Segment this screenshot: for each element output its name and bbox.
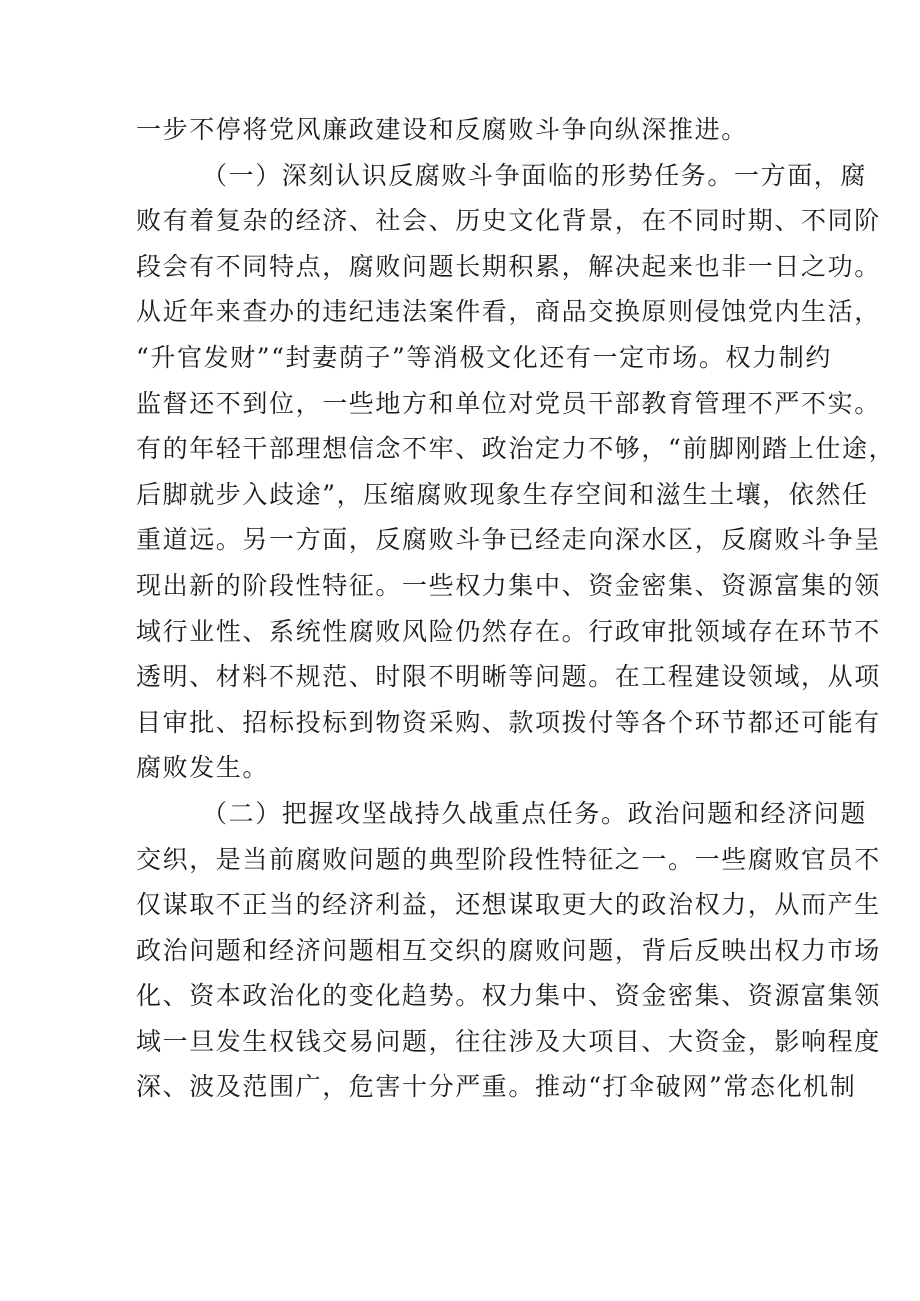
text-line: 从近年来查办的违纪违法案件看，商品交换原则侵蚀党内生活， <box>136 297 881 327</box>
text-line: 有的年轻干部理想信念不牢、政治定力不够，“前脚刚踏上仕途， <box>136 434 896 464</box>
text-line: 仅谋取不正当的经济利益，还想谋取更大的政治权力，从而产生 <box>136 890 881 920</box>
paragraph-continuation <box>136 107 798 153</box>
text-line: 域行业性、系统性腐败风险仍然存在。行政审批领域存在环节不 <box>136 616 881 646</box>
text-line: 域一旦发生权钱交易问题，往往涉及大项目、大资金，影响程度 <box>136 1026 881 1056</box>
text-line: 透明、材料不规范、时限不明晰等问题。在工程建设领域，从项 <box>136 662 881 692</box>
text-line: （一）深刻认识反腐败斗争面临的形势任务。一方面，腐 <box>202 160 868 190</box>
text-line: 深、波及范围广，危害十分严重。推动“打伞破网”常态化机制 <box>136 1072 857 1102</box>
text-line: 交织，是当前腐败问题的典型阶段性特征之一。一些腐败官员不 <box>136 844 881 874</box>
text-line: （二）把握攻坚战持久战重点任务。政治问题和经济问题 <box>202 798 868 828</box>
text-line: 现出新的阶段性特征。一些权力集中、资金密集、资源富集的领 <box>136 570 881 600</box>
text-line: 后脚就步入歧途”，压缩腐败现象生存空间和滋生土壤，依然任 <box>136 479 869 509</box>
text-line: 败有着复杂的经济、社会、历史文化背景，在不同时期、不同阶 <box>136 206 881 236</box>
text-line: 段会有不同特点，腐败问题长期积累，解决起来也非一日之功。 <box>136 251 881 281</box>
text-line: 政治问题和经济问题相互交织的腐败问题，背后反映出权力市场 <box>136 935 881 965</box>
text-line: 监督还不到位，一些地方和单位对党员干部教育管理不严不实。 <box>136 388 881 418</box>
document-body <box>136 107 896 1110</box>
text-line: 腐败发生。 <box>136 753 270 783</box>
text-line: “升官发财”“封妻荫子”等消极文化还有一定市场。权力制约 <box>136 342 832 372</box>
text-line: 一步不停将党风廉政建设和反腐败斗争向纵深推进。 <box>136 115 748 144</box>
paragraph-section-one <box>136 153 896 791</box>
text-line: 目审批、招标投标到物资采购、款项拨付等各个环节都还可能有 <box>136 707 881 737</box>
paragraph-section-two <box>136 791 881 1110</box>
text-line: 化、资本政治化的变化趋势。权力集中、资金密集、资源富集领 <box>136 981 881 1011</box>
text-line: 重道远。另一方面，反腐败斗争已经走向深水区，反腐败斗争呈 <box>136 525 881 555</box>
